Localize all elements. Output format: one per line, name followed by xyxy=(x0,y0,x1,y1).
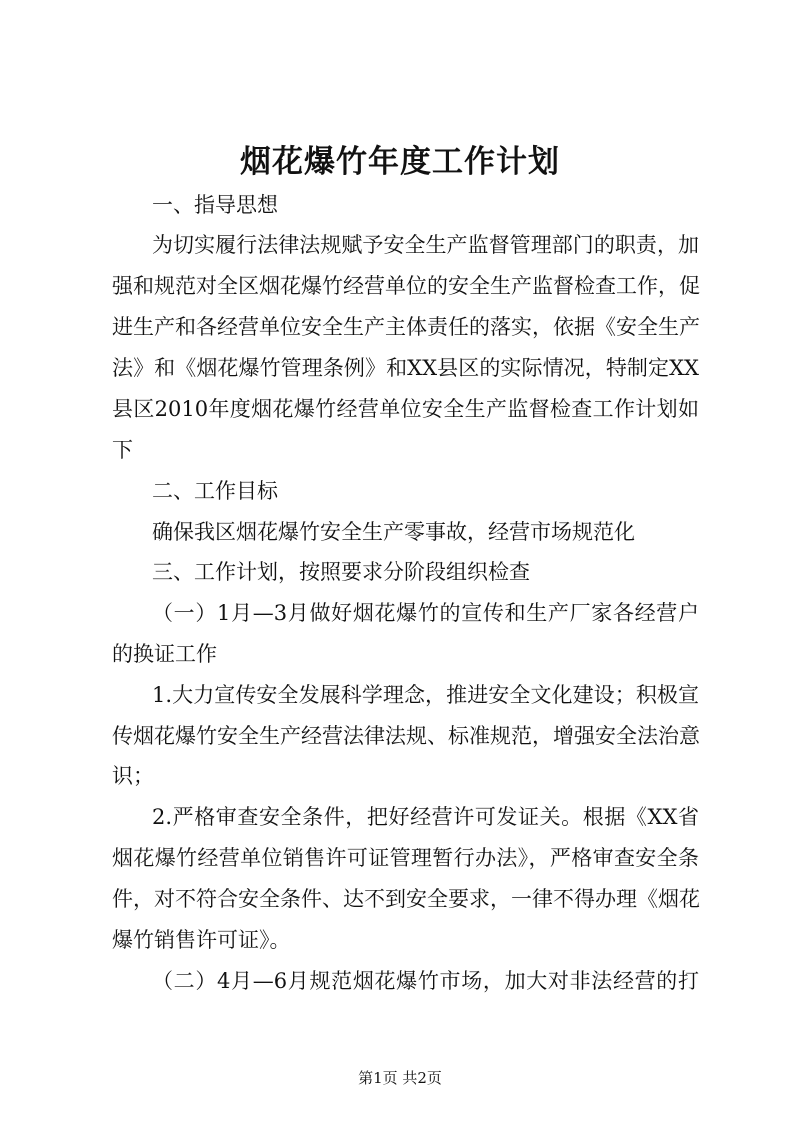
paragraph-line: 下 xyxy=(112,438,133,462)
paragraph-line: 件，对不符合安全条件、达不到安全要求，一律不得办理《烟花 xyxy=(112,887,700,911)
paragraph-line: 识； xyxy=(112,764,154,788)
paragraph-line: 爆竹销售许可证》。 xyxy=(112,928,291,952)
paragraph-line: 强和规范对全区烟花爆竹经营单位的安全生产监督检查工作，促 xyxy=(112,274,700,298)
paragraph-line: 的换证工作 xyxy=(112,642,217,666)
subsection-heading-phase-1: （一）1月—3月做好烟花爆竹的宣传和生产厂家各经营户 xyxy=(152,601,699,625)
section-heading-work-plan: 三、工作计划，按照要求分阶段组织检查 xyxy=(152,560,530,584)
paragraph-line: 传烟花爆竹安全生产经营法律法规、标准规范，增强安全法治意 xyxy=(112,724,700,748)
paragraph-line: 确保我区烟花爆竹安全生产零事故，经营市场规范化 xyxy=(152,520,635,544)
list-item-2: 2.严格审查安全条件，把好经营许可发证关。根据《XX省 xyxy=(152,805,699,829)
section-heading-guiding-thought: 一、指导思想 xyxy=(152,193,278,217)
section-heading-work-goal: 二、工作目标 xyxy=(152,479,278,503)
paragraph-line: 烟花爆竹经营单位销售许可证管理暂行办法》，严格审查安全条 xyxy=(112,846,699,870)
document-title: 烟花爆竹年度工作计划 xyxy=(240,144,560,180)
paragraph-line: 县区2010年度烟花爆竹经营单位安全生产监督检查工作计划如 xyxy=(112,397,699,421)
paragraph-line: 为切实履行法律法规赋予安全生产监督管理部门的职责，加 xyxy=(152,233,699,257)
page-number-footer: 第1页 共2页 xyxy=(358,1069,442,1087)
list-item-1: 1.大力宣传安全发展科学理念，推进安全文化建设；积极宣 xyxy=(152,683,699,707)
paragraph-line: 法》和《烟花爆竹管理条例》和XX县区的实际情况，特制定XX xyxy=(112,356,699,380)
paragraph-line: 进生产和各经营单位安全生产主体责任的落实，依据《安全生产 xyxy=(112,315,700,339)
subsection-heading-phase-2: （二）4月—6月规范烟花爆竹市场，加大对非法经营的打 xyxy=(152,969,699,993)
